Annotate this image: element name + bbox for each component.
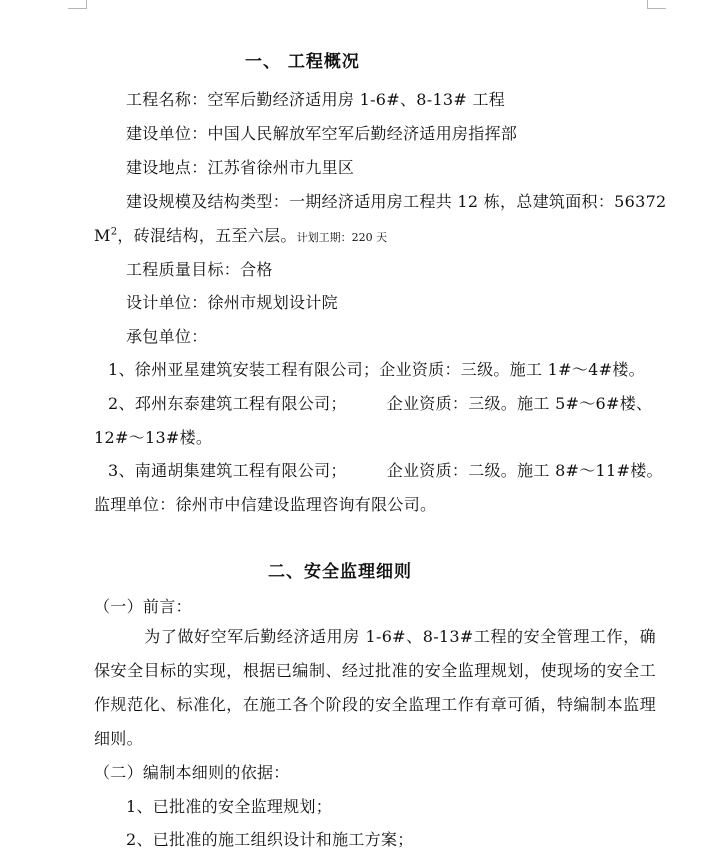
contractor-item — [108, 394, 652, 414]
scale-line-2 — [94, 226, 387, 248]
basis-label: （二）编制本细则的依据： — [94, 763, 290, 782]
contractor-qualification: 企业资质：二级。施工 8#～11#楼。 — [386, 461, 663, 480]
preface-paragraph — [94, 620, 656, 756]
planned-schedule: 计划工期：220 天 — [296, 231, 388, 244]
contractor-item — [108, 360, 645, 380]
section2-heading: 二、安全监理细则 — [268, 562, 412, 582]
area-unit-superscript: 2 — [110, 226, 118, 238]
contractor-qualification: 企业资质：三级。施工 5#～6#楼、 — [386, 394, 653, 413]
page-corner-mark-right — [647, 0, 666, 9]
construction-unit: 建设单位：中国人民解放军空军后勤经济适用房指挥部 — [126, 124, 518, 143]
supervision-unit: 监理单位：徐州市中信建设监理咨询有限公司。 — [94, 495, 437, 514]
section1-heading: 一、 工程概况 — [245, 52, 360, 72]
contractor-qualification: 企业资质：三级。施工 1#～4#楼。 — [379, 360, 645, 379]
project-name: 工程名称：空军后勤经济适用房 1-6#、8-13# 工程 — [126, 90, 506, 109]
basis-item: 2、已批准的施工组织设计和施工方案； — [126, 830, 414, 849]
scale-line-1: 建设规模及结构类型：一期经济适用房工程共 12 栋，总建筑面积：56372 — [126, 192, 667, 211]
quality-target: 工程质量目标：合格 — [126, 260, 273, 279]
basis-item: 1、已批准的安全监理规划； — [126, 797, 333, 816]
preface-text: 为了做好空军后勤经济适用房 1-6#、8-13#工程的安全管理工作，确保安全目标的实现，根据已编制、经过批准的安全监理规划，使现场的安全工作规范化、标准化，在施工各个阶段的安全监理工作有章可循，特编制本监理细则。 — [94, 627, 656, 748]
contractor-name: 1、徐州亚星建筑安装工程有限公司； — [108, 360, 380, 379]
contractor-continuation: 12#～13#楼。 — [94, 428, 213, 447]
design-unit: 设计单位：徐州市规划设计院 — [126, 293, 338, 312]
page-corner-mark-left — [68, 0, 87, 9]
structure-type: ，砖混结构，五至六层。 — [117, 226, 297, 245]
construction-location: 建设地点：江苏省徐州市九里区 — [126, 158, 355, 177]
contractor-item — [108, 461, 663, 481]
area-unit: M — [94, 226, 111, 245]
contractor-label: 承包单位： — [126, 327, 208, 346]
contractor-name: 2、邳州东泰建筑工程有限公司； — [108, 394, 347, 413]
contractor-name: 3、南通胡集建筑工程有限公司； — [108, 461, 347, 480]
preface-label: （一）前言： — [94, 597, 192, 616]
